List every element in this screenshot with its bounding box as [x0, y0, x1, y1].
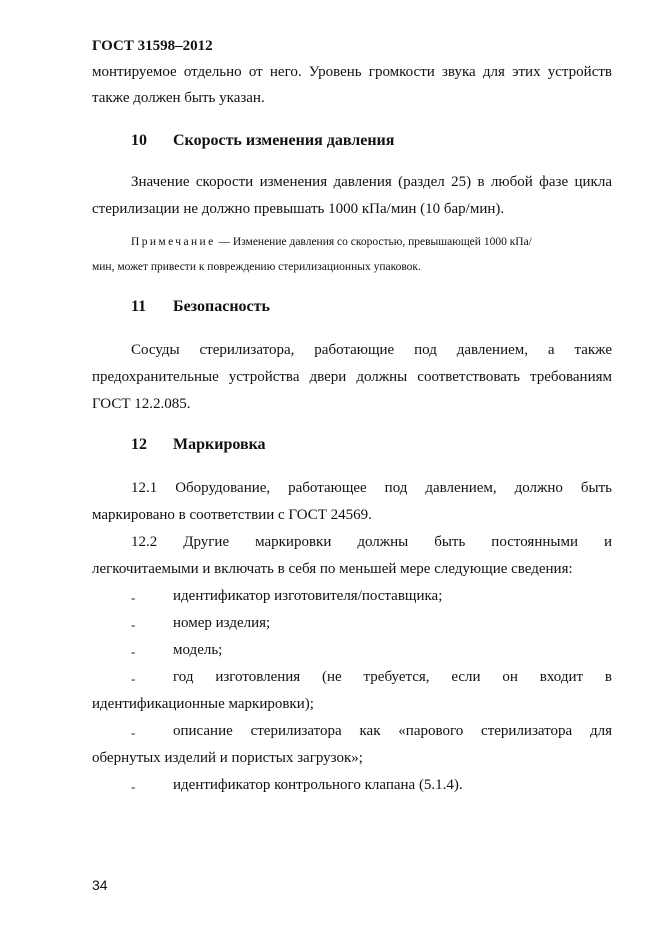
note-line [131, 236, 612, 248]
section-title: Маркировка [173, 436, 266, 453]
list-item-continuation: идентификационные маркировки); [92, 696, 314, 712]
page-number: 34 [92, 877, 108, 893]
list-dash: - [131, 725, 136, 740]
list-item-continuation: обернутых изделий и пористых загрузок»; [92, 750, 363, 766]
paragraph-line: также должен быть указан. [92, 90, 265, 106]
section-number: 10 [131, 132, 147, 149]
section-heading-10 [131, 132, 394, 150]
section-title: Безопасность [173, 298, 270, 315]
paragraph-line: 12.1 Оборудование, работающее под давлением, должно быть [131, 480, 612, 496]
list-item: год изготовления (не требуется, если он входит в [173, 669, 612, 685]
section-number: 11 [131, 298, 147, 315]
list-dash: - [131, 644, 136, 659]
note-text: — Изменение давления со скоростью, превышающей 1000 кПа/ [215, 236, 532, 248]
note-line: мин, может привести к повреждению стерилизационных упаковок. [92, 261, 421, 273]
section-number: 12 [131, 436, 147, 453]
note-label: Примечание [131, 236, 216, 248]
paragraph-line: 12.2 Другие маркировки должны быть постоянными и [131, 534, 612, 550]
paragraph-line: легкочитаемыми и включать в себя по меньшей мере следующие сведения: [92, 561, 573, 577]
section-heading-12 [131, 436, 266, 454]
paragraph-line: Сосуды стерилизатора, работающие под давлением, а также [131, 342, 612, 358]
list-item: идентификатор изготовителя/поставщика; [173, 588, 443, 604]
list-item: модель; [173, 642, 223, 658]
document-header: ГОСТ 31598–2012 [92, 38, 213, 54]
list-dash: - [131, 590, 136, 605]
paragraph-line: Значение скорости изменения давления (раздел 25) в любой фазе цикла [131, 174, 612, 190]
list-item: идентификатор контрольного клапана (5.1.4). [173, 777, 463, 793]
list-item: описание стерилизатора как «парового стерилизатора для [173, 723, 612, 739]
paragraph-line: стерилизации не должно превышать 1000 кПа/мин (10 бар/мин). [92, 201, 505, 217]
section-heading-11 [131, 298, 270, 316]
paragraph-line: монтируемое отдельно от него. Уровень громкости звука для этих устройств [92, 64, 612, 80]
list-dash: - [131, 617, 136, 632]
section-title: Скорость изменения давления [173, 132, 395, 149]
paragraph-line: ГОСТ 12.2.085. [92, 396, 191, 412]
list-dash: - [131, 779, 136, 794]
list-dash: - [131, 671, 136, 686]
paragraph-line: предохранительные устройства двери должны соответствовать требованиям [92, 369, 612, 385]
list-item: номер изделия; [173, 615, 271, 631]
paragraph-line: маркировано в соответствии с ГОСТ 24569. [92, 507, 372, 523]
